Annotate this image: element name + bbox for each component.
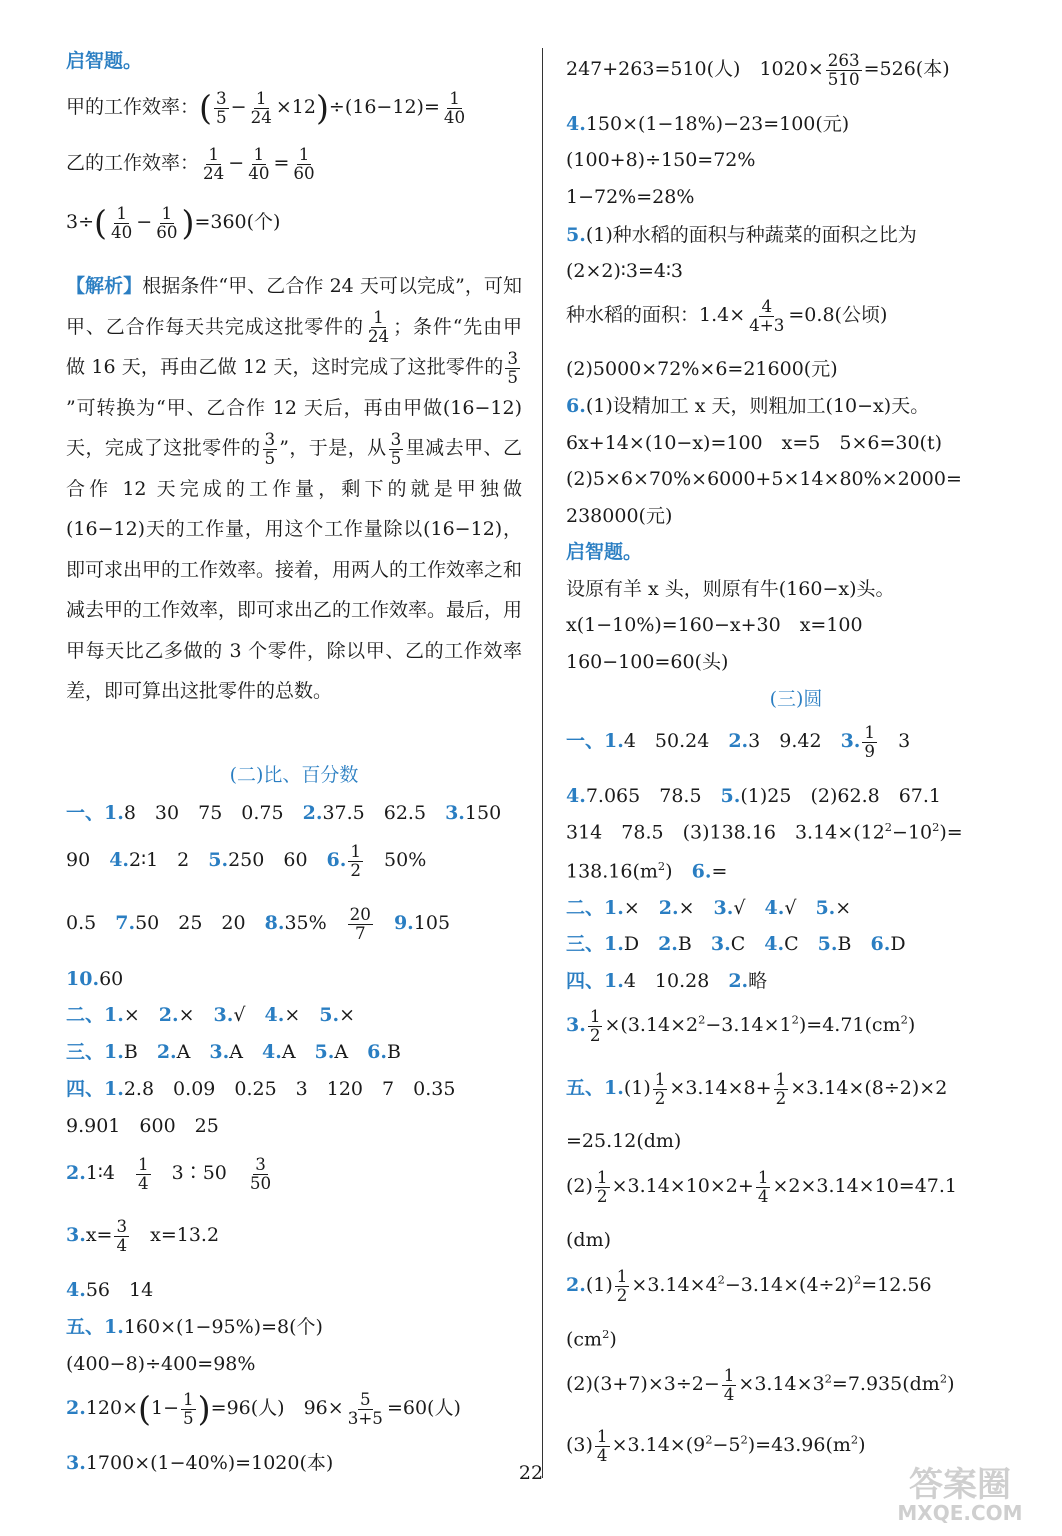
fraction: $\frac{1}{2}$ — [589, 1006, 601, 1045]
fraction: $\frac{1}{24}$ — [367, 307, 390, 346]
answer-line: 二、1.× 2.× 3.√ 4.× 5.× — [66, 1004, 356, 1026]
watermark-url-text: MXQE.COM — [897, 1501, 1023, 1525]
answer-line: 9.901 600 25 — [66, 1115, 219, 1137]
answer-line: (2)(3+7)×3÷2− $\frac{1}{4}$ $\times 3.14\times 3^2=7.935(dm^2)$ — [566, 1365, 955, 1404]
fraction: $\frac{1}{4}$ — [137, 1154, 149, 1193]
fraction: $\frac{3}{5}$ — [264, 428, 276, 468]
answer-line: 314 78.5 (3)138.16 $3.14\times(12^2-10^2)=$ — [566, 820, 963, 844]
jia-rate-line: 甲的工作效率：( $\frac{3}{5}$ − $\frac{1}{24}$ ×12)÷(16−12)= $\frac{1}{40}$ — [66, 88, 466, 128]
answer-line: 10.60 — [66, 968, 124, 990]
fraction: $\frac{5}{3+5}$ — [347, 1389, 383, 1428]
fraction: $\frac{1}{2}$ — [654, 1069, 666, 1108]
fraction: $\frac{263}{510}$ — [827, 50, 860, 89]
answer-line: 4.150×(1−18%)−23=100(元) — [566, 113, 850, 135]
answer-line: 6.(1)设精加工 x 天，则粗加工(10−x)天。 — [566, 395, 930, 417]
fraction: $\frac{3}{5}$ — [216, 88, 227, 127]
answer-line: 6x+14×(10−x)=100 x=5 5×6=30(t) — [566, 432, 943, 454]
answer-line: 一、1.4 50.24 2.3 9.42 3. $\frac{1}{9}$ 3 — [566, 722, 911, 761]
answer-line: (dm) — [566, 1229, 612, 1251]
answer-line: 3. $\frac{1}{2}$ $\times(3.14\times 2^2-3.14\times 1^2)=4.71(cm^2)$ — [566, 1006, 916, 1045]
section-3-title: (三)圆 — [769, 688, 823, 710]
answer-line: 四、1.4 10.28 2.略 — [566, 970, 768, 992]
answer-line: 3.1700×(1−40%)=1020(本) — [66, 1452, 334, 1474]
answer-line: 238000(元) — [566, 505, 673, 527]
answer-line: (400−8)÷400=98% — [66, 1353, 256, 1375]
answer-line: 三、1.D 2.B 3.C 4.C 5.B 6.D — [566, 933, 906, 955]
fraction: $\frac{1}{4}$ — [596, 1426, 608, 1465]
fraction: $\frac{1}{4}$ — [723, 1365, 735, 1404]
yi-rate-line: 乙的工作效率： $\frac{1}{24}$ − $\frac{1}{40}$ = $\frac{1}{60}$ — [66, 144, 315, 183]
fraction: $\frac{3}{5}$ — [507, 347, 518, 387]
fraction: $\frac{1}{24}$ — [250, 88, 272, 127]
fraction: $\frac{1}{40}$ — [443, 88, 466, 127]
answer-line: 1−72%=28% — [566, 186, 695, 208]
answer-line: $138.16(m^2)$ 6.= — [566, 859, 728, 883]
watermark-logo — [874, 1456, 1044, 1526]
fraction: $\frac{1}{2}$ — [775, 1069, 787, 1108]
fraction: $\frac{3}{50}$ — [249, 1154, 272, 1193]
answer-line: 四、1.2.8 0.09 0.25 3 120 7 0.35 — [66, 1078, 456, 1100]
answer-line: 4.56 14 — [66, 1279, 154, 1301]
fraction: $\frac{1}{60}$ — [156, 203, 178, 242]
answer-line: 三、1.B 2.A 3.A 4.A 5.A 6.B — [66, 1041, 401, 1063]
fraction: $\frac{1}{24}$ — [203, 144, 225, 183]
column-divider — [542, 48, 543, 1478]
fraction: $\frac{1}{9}$ — [864, 722, 876, 761]
total-line: 3÷( $\frac{1}{40}$ − $\frac{1}{60}$ )=360(个) — [66, 203, 281, 243]
answer-line: 二、1.× 2.× 3.√ 4.√ 5.× — [566, 897, 852, 919]
answer-line: $(cm^2)$ — [566, 1327, 617, 1351]
answer-line: (100+8)÷150=72% — [566, 149, 756, 171]
answer-line: (2)5×6×70%×6000+5×14×80%×2000= — [566, 468, 962, 490]
answer-line: 160−100=60(头) — [566, 651, 729, 673]
fraction: $\frac{1}{40}$ — [111, 203, 133, 242]
fraction: $\frac{1}{2}$ — [596, 1167, 608, 1206]
qizhi-heading: 启智题。 — [566, 541, 643, 563]
answer-line: (3) $\frac{1}{4}$ $\times 3.14\times(9^2-5^2)=43.96(m^2)$ — [566, 1426, 866, 1465]
answer-line: 五、1.(1) $\frac{1}{2}$ ×3.14×8+ $\frac{1}{2}$ ×3.14×(8÷2)×2 — [566, 1069, 948, 1108]
fraction: $\frac{1}{2}$ — [350, 841, 362, 880]
qizhi-heading: 启智题。 — [66, 50, 143, 72]
answer-line: 90 4.2∶1 2 5.250 60 6. $\frac{1}{2}$ 50% — [66, 841, 427, 880]
watermark-big-text: 答案圈 — [909, 1465, 1011, 1505]
answer-line: 种水稻的面积：1.4× $\frac{4}{4+3}$ =0.8(公顷) — [566, 296, 888, 335]
section-2-title: (二)比、百分数 — [229, 764, 359, 786]
answer-line: 设原有羊 x 头，则原有牛(160−x)头。 — [566, 578, 895, 600]
analysis-paragraph: 【解析】根据条件“甲、乙合作 24 天可以完成”，可知甲、乙合作每天共完成这批零件的 $\frac{1}{24}$ ；条件“先由甲做 16 天，再由乙做 12 天，这时完成了这批零件的 $\frac{3}{5}$ ”可转换为“甲、乙合作 12 天后，再由甲做(16−12)天，完成了这批零件的 $\frac{3}{5}$ ”，于是，从 $\frac{3}{5}$ 里减去甲、乙合作 12 天完成的工作量，剩下的就是甲独做(16−12)天的工作量，用这个工作量除以(16−12)，即可求出甲的工作效率。接着，用两人的工作效率之和减去甲的工作效率，即可求出乙的工作效率。最后，用甲每天比乙多做的 3 个零件，除以甲、乙的工作效率差，即可算出这批零件的总数。 — [66, 275, 523, 702]
fraction: $\frac{20}{7}$ — [349, 904, 371, 943]
fraction: $\frac{1}{4}$ — [757, 1167, 769, 1206]
analysis-tag: 【解析】 — [66, 275, 143, 297]
answer-line: x(1−10%)=160−x+30 x=100 — [566, 614, 863, 636]
answer-line: 3.x= $\frac{3}{4}$ x=13.2 — [66, 1216, 220, 1255]
answer-line: (2) $\frac{1}{2}$ ×3.14×10×2+ $\frac{1}{4}$ ×2×3.14×10=47.1 — [566, 1167, 958, 1206]
answer-line: 2.(1) $\frac{1}{2}$ $\times 3.14\times 4^2-3.14\times(4\div 2)^2=12.56$ — [566, 1266, 932, 1305]
answer-line: 2.120×(1− $\frac{1}{5}$ )=96(人) 96× $\frac{5}{3+5}$ =60(人) — [66, 1389, 461, 1429]
answer-line: 2.1∶4 $\frac{1}{4}$ 3∶50 $\frac{3}{50}$ — [66, 1154, 272, 1193]
page-number: 22 — [518, 1462, 544, 1484]
fraction: $\frac{1}{2}$ — [616, 1266, 628, 1305]
answer-line: 5.(1)种水稻的面积与种蔬菜的面积之比为 — [566, 224, 917, 246]
answer-line: 五、1.160×(1−95%)=8(个) — [66, 1316, 323, 1338]
answer-line: (2)5000×72%×6=21600(元) — [566, 358, 838, 380]
answer-line: 0.5 7.50 25 20 8.35% $\frac{20}{7}$ 9.105 — [66, 904, 451, 943]
answer-line: 247+263=510(人) 1020× $\frac{263}{510}$ =526(本) — [566, 50, 950, 89]
answer-line: 一、1.8 30 75 0.75 2.37.5 62.5 3.150 — [66, 802, 502, 824]
fraction: $\frac{1}{40}$ — [248, 144, 270, 183]
answer-line: (2×2)∶3=4∶3 — [566, 260, 683, 282]
answer-line: 4.7.065 78.5 5.(1)25 (2)62.8 67.1 — [566, 785, 942, 807]
fraction: $\frac{4}{4+3}$ — [749, 296, 785, 335]
answer-line: =25.12(dm) — [566, 1130, 682, 1152]
fraction: $\frac{3}{5}$ — [390, 428, 402, 468]
fraction: $\frac{1}{5}$ — [183, 1389, 194, 1428]
fraction: $\frac{3}{4}$ — [116, 1216, 128, 1255]
fraction: $\frac{1}{60}$ — [293, 144, 315, 183]
